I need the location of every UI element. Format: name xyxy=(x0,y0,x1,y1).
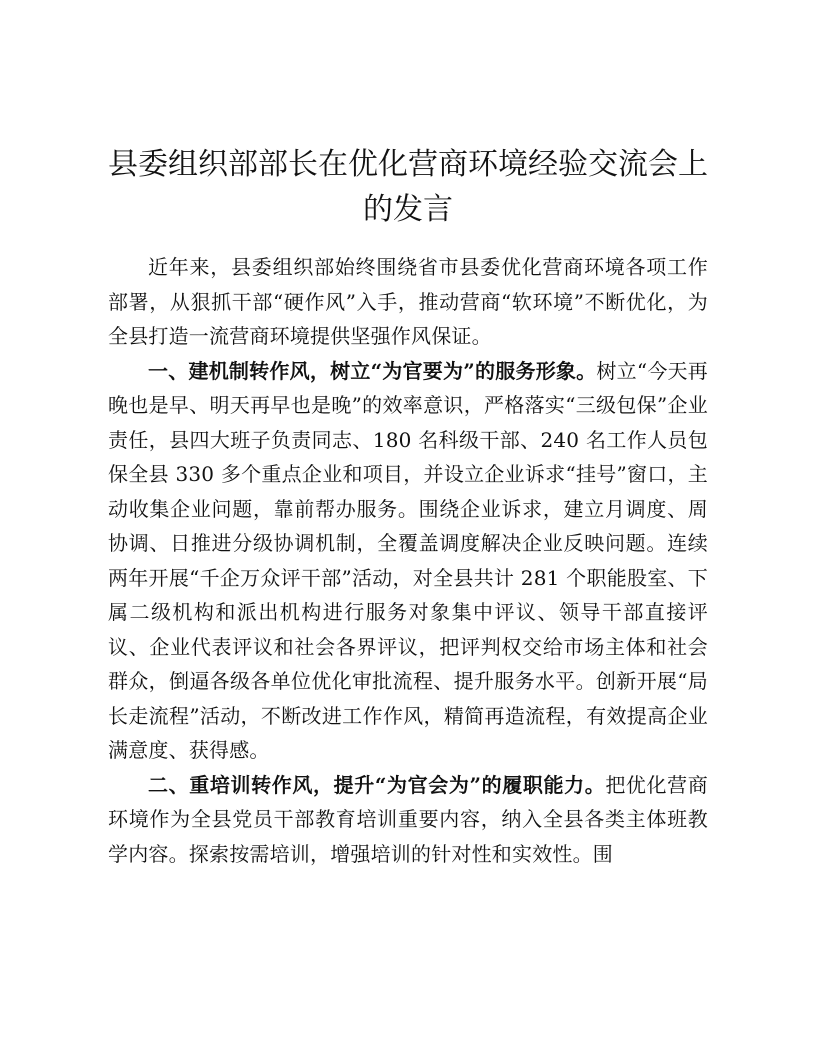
paragraph-intro xyxy=(108,250,708,354)
paragraph-section-1 xyxy=(108,354,708,768)
paragraph-heading: 二、重培训转作风，提升“为官会为”的履职能力。 xyxy=(148,772,606,797)
document-title: 县委组织部部长在优化营商环境经验交流会上的发言 xyxy=(108,147,708,227)
document-body xyxy=(108,250,708,871)
paragraph-text: 把优化营商环境作为全县党员干部教育培训重要内容，纳入全县各类主体班教学内容。探索按需培训，增强培训的针对性和实效性。围 xyxy=(108,772,708,866)
paragraph-text: 近年来，县委组织部始终围绕省市县委优化营商环境各项工作部署，从狠抓干部“硬作风”入手，推动营商“软环境”不断优化，为全县打造一流营商环境提供坚强作风保证。 xyxy=(108,255,708,348)
paragraph-text: 树立“今天再晚也是早、明天再早也是晚”的效率意识，严格落实“三级包保”企业责任，县四大班子负责同志、180 名科级干部、240 名工作人员包保全县 330 多个重点企业和项目，并设立企业诉求“挂号”窗口，主动收集企业问题，靠前帮办服务。围绕企业诉求，建立月调度、周协调、日推进分级协调机制，全覆盖调度解决企业反映问题。连续两年开展“千企万众评干部”活动，对全县共计 281 个职能股室、下属二级机构和派出机构进行服务对象集中评议、领导干部直接评议、企业代表评议和社会各界评议，把评判权交给市场主体和社会群众，倒逼各级各单位优化审批流程、提升服务水平。创新开展“局长走流程”活动，不断改进工作作风，精简再造流程，有效提高企业满意度、获得感。 xyxy=(108,358,708,762)
paragraph-section-2 xyxy=(108,768,708,872)
paragraph-heading: 一、建机制转作风，树立“为官要为”的服务形象。 xyxy=(148,358,597,383)
document-page xyxy=(108,142,708,871)
